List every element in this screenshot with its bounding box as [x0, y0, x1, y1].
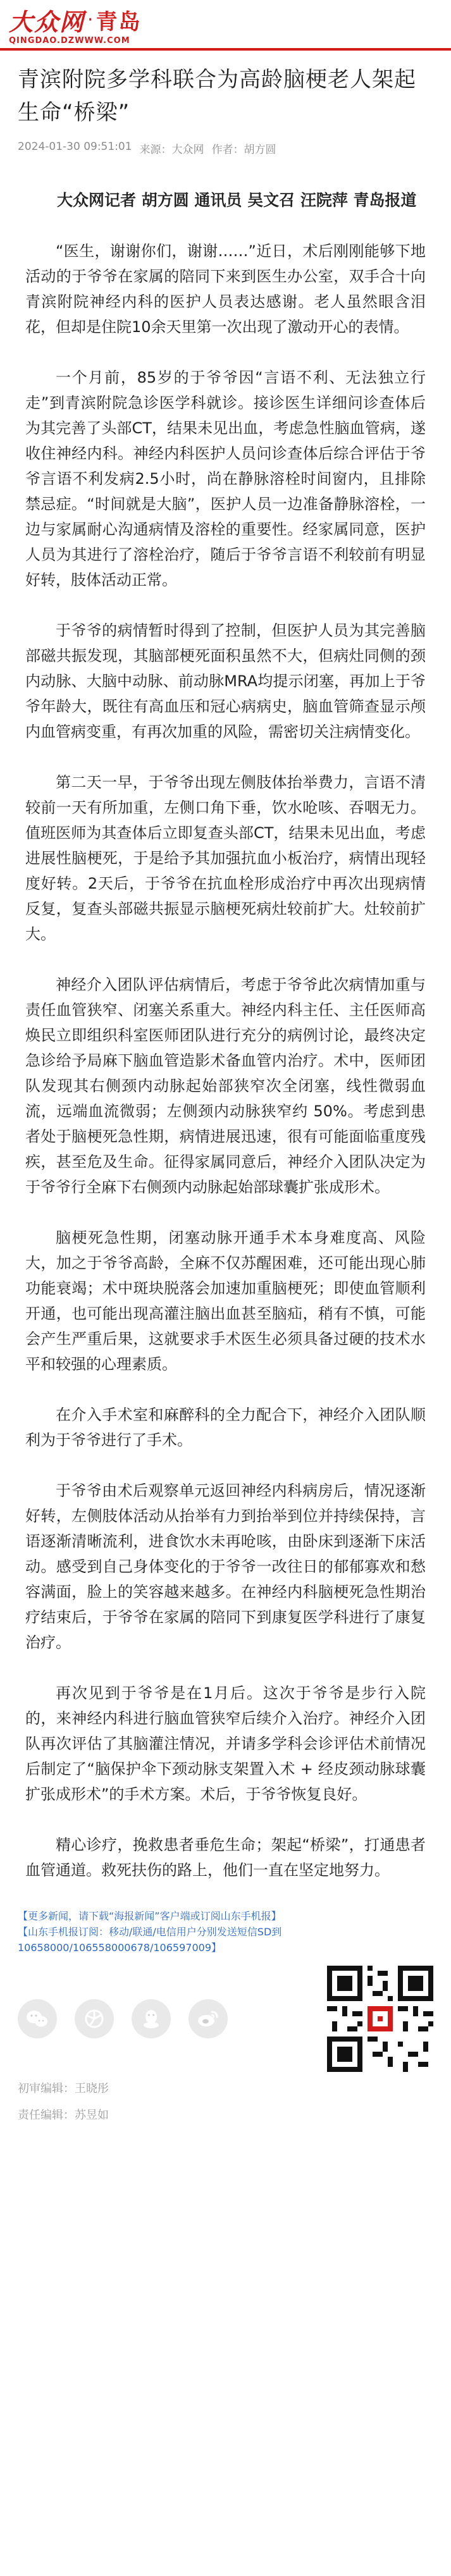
first-editor-line — [18, 2076, 433, 2102]
article-paragraph: 神经介入团队评估病情后，考虑于爷爷此次病情加重与责任血管狭窄、闭塞关系重大。神经内科主任、主任医师高焕民立即组织科室医师团队进行充分的病例讨论，最终决定急诊给予局麻下脑血管造影术备血管内治疗。术中，医师团队发现其右侧颈内动脉起始部狭窄次全闭塞，线性微弱血流，远端血流微弱；左侧颈内动脉狭窄约 50%。考虑到患者处于脑梗死急性期，病情进展迅速，很有可能面临重度残疾，甚至危及生命。征得家属同意后，神经介入团队决定为于爷爷行全麻下右侧颈内动脉起始部球囊扩张成形术。 — [25, 976, 426, 1196]
promo-subscribe-text: 【山东手机报订阅：移动/联通/电信用户分别发送短信SD到10658000/106558000678/106597009】 — [18, 1926, 282, 1954]
article-datetime: 2024-01-30 09:51:01 — [18, 140, 132, 153]
article-paragraph: 第二天一早，于爷爷出现左侧肢体抬举费力，言语不清较前一天有所加重，左侧口角下垂，饮水呛咳、吞咽无力。值班医师为其查体后立即复查头部CT，结果未见出血，考虑进展性脑梗死，于是给予其加强抗血小板治疗，病情出现轻度好转。2天后，于爷爷在抗血栓形成治疗中再次出现病情反复，复查头部磁共振显示脑梗死病灶较前扩大。灶较前扩大。 — [25, 773, 426, 943]
article-paragraph: 精心诊疗，挽救患者垂危生命；架起“桥梁”，打通患者血管通道。救死扶伤的路上，他们一直在坚定地努力。 — [25, 1836, 426, 1879]
logo-city-text: 青岛 — [96, 9, 142, 35]
promo-app-link[interactable]: 【更多新闻，请下载“海报新闻”客户端或订阅山东手机报】 — [18, 1910, 281, 1922]
promo-block — [18, 1908, 433, 1956]
final-editor-label: 责任编辑： — [18, 2109, 75, 2122]
first-editor-name: 王晓彤 — [75, 2082, 109, 2095]
share-bar — [0, 1981, 451, 2057]
article-paragraph: “医生，谢谢你们，谢谢……”近日，术后刚刚能够下地活动的于爷爷在家属的陪同下来到医生办公室，双手合十向青滨附院神经内科的医护人员表达感谢。老人虽然眼含泪花，但却是住院10余天里第一次出现了激动开心的表情。 — [25, 242, 426, 336]
qq-icon[interactable] — [132, 1999, 171, 2038]
article-source: 来源：大众网 — [139, 144, 204, 156]
logo-separator: · — [87, 9, 94, 31]
article-author: 作者：胡方圆 — [211, 144, 276, 156]
article-meta — [18, 140, 433, 156]
logo-brand-text: 大众网 — [9, 8, 85, 36]
moments-icon[interactable] — [75, 1999, 114, 2038]
article-paragraph: 一个月前，85岁的于爷爷因“言语不利、无法独立行走”到青滨附院急诊医学科就诊。接诊医生详细问诊查体后为其完善了头部CT，结果未见出血，考虑急性脑血管病，遂收住神经内科。神经内科医护人员问诊查体后综合评估于爷爷言语不利发病2.5小时，尚在静脉溶栓时间窗内，且排除禁忌症。“时间就是大脑”，医护人员一边准备静脉溶栓，一边与家属耐心沟通病情及溶栓的重要性。经家属同意，医护人员为其进行了溶栓治疗，随后于爷爷言语不利较前有明显好转，肢体活动正常。 — [25, 369, 426, 589]
weibo-icon[interactable] — [188, 1999, 228, 2038]
first-editor-label: 初审编辑： — [18, 2082, 75, 2095]
final-editor-name: 苏昱如 — [75, 2109, 109, 2122]
article-paragraph: 脑梗死急性期，闭塞动脉开通手术本身难度高、风险大，加之于爷爷高龄，全麻不仅苏醒困难，还可能出现心肺功能衰竭；术中斑块脱落会加速加重脑梗死；即使血管顺利开通，也可能出现高灌注脑出血甚至脑疝，稍有不慎，可能会产生严重后果，这就要求手术医生必须具备过硬的技术水平和较强的心理素质。 — [25, 1229, 426, 1373]
article-paragraph: 再次见到于爷爷是在1月后。这次于爷爷是步行入院的，来神经内科进行脑血管狭窄后续介入治疗。神经介入团队再次评估了其脑灌注情况，并请多学科会诊评估术前情况后制定了“脑保护伞下颈动脉支架置入术 + 经皮颈动脉球囊扩张成形术”的手术方案。术后，于爷爷恢复良好。 — [25, 1684, 426, 1803]
final-editor-line — [18, 2102, 433, 2129]
logo-url-text: QINGDAO.DZWWW.COM — [9, 36, 130, 46]
article-byline: 大众网记者 胡方圆 通讯员 吴文召 汪院萍 青岛报道 — [57, 191, 417, 209]
qr-code-image — [327, 1966, 433, 2072]
article-body — [25, 188, 426, 1883]
wechat-icon[interactable] — [18, 1999, 57, 2038]
article-paragraph: 于爷爷的病情暂时得到了控制，但医护人员为其完善脑部磁共振发现，其脑部梗死面积虽然不大，但病灶同侧的颈内动脉、大脑中动脉、前动脉MRA均提示闭塞，再加上于爷爷年龄大，既往有高血压和冠心病病史，脑血管筛查显示颅内血管病变重，有再次加重的风险，需密切关注病情变化。 — [25, 622, 426, 741]
article-title: 青滨附院多学科联合为高龄脑梗老人架起生命“桥梁” — [18, 67, 416, 125]
article-paragraph: 在介入手术室和麻醉科的全力配合下，神经介入团队顺利为于爷爷进行了手术。 — [25, 1406, 426, 1449]
editor-credits — [18, 2076, 433, 2129]
site-header — [0, 0, 451, 51]
article-paragraph: 于爷爷由术后观察单元返回神经内科病房后，情况逐渐好转，左侧肢体活动从抬举有力到抬举到位并持续保持，言语逐渐清晰流利，进食饮水未再呛咳，由卧床到逐渐下床活动。感受到自己身体变化的于爷爷一改往日的郁郁寡欢和愁容满面，脸上的笑容越来越多。在神经内科脑梗死急性期治疗结束后，于爷爷在家属的陪同下到康复医学科进行了康复治疗。 — [25, 1482, 426, 1651]
site-logo[interactable] — [9, 3, 142, 46]
